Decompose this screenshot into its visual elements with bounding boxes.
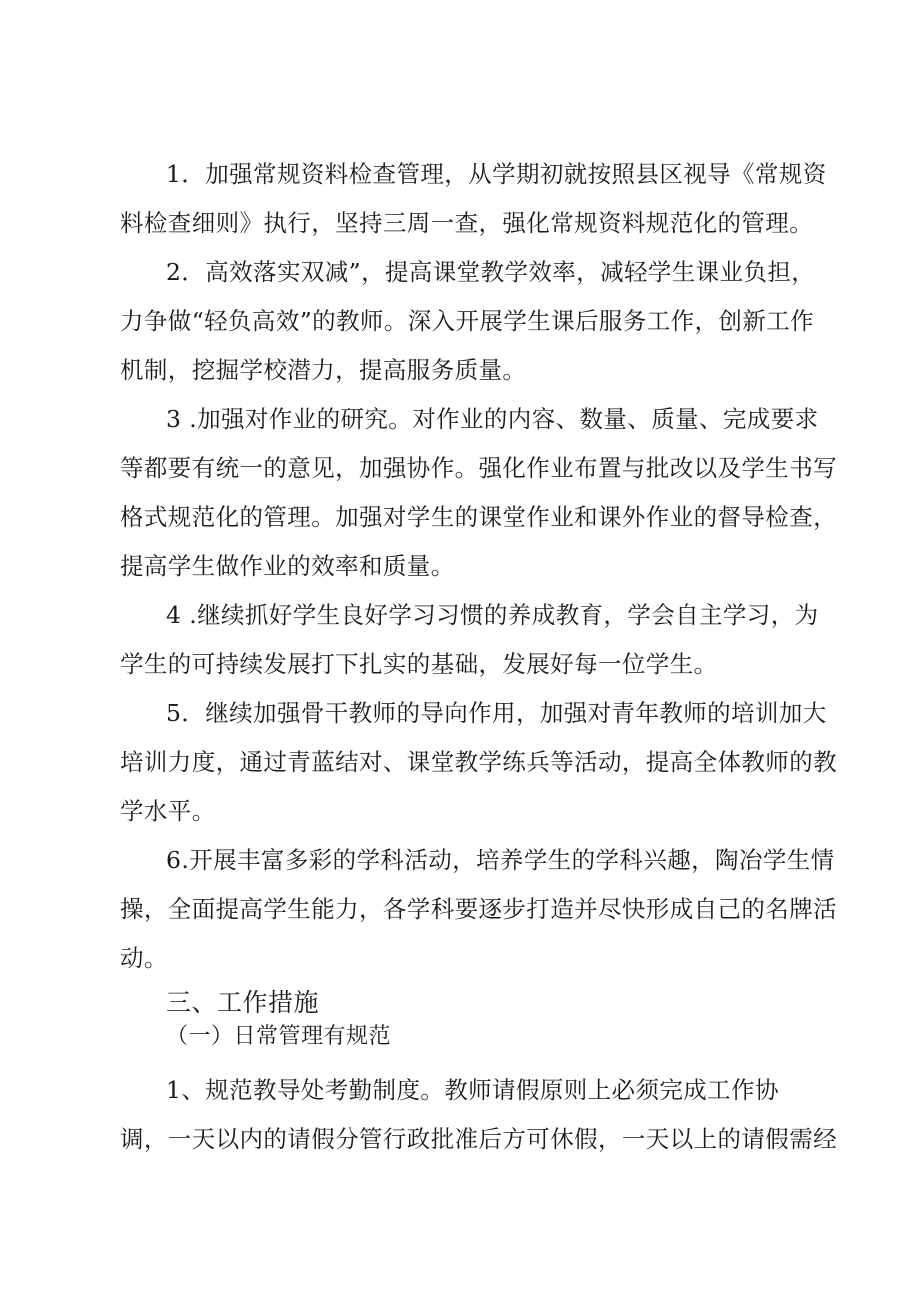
section-heading: 三、工作措施	[166, 988, 320, 1017]
item-5-line-3: 学水平。	[120, 797, 216, 825]
item-6-line-3: 动。	[120, 944, 168, 972]
item-4-line-2: 学生的可持续发展打下扎实的基础，发展好每一位学生。	[120, 650, 718, 678]
item-3-line-2: 等都要有统一的意见，加强协作。强化作业布置与批改以及学生书写	[120, 454, 837, 482]
final-item-line-1: 1、规范教导处考勤制度。教师请假原则上必须完成工作协	[166, 1076, 779, 1104]
item-1-line-1: 1．加强常规资料检查管理，从学期初就按照县区视导《常规资	[166, 160, 827, 188]
item-3-line-4: 提高学生做作业的效率和质量。	[120, 552, 455, 580]
item-4-line-1: 4 .继续抓好学生良好学习习惯的养成教育，学会自主学习，为	[166, 601, 819, 629]
item-2-line-3: 机制，挖掘学校潜力，提高服务质量。	[120, 356, 527, 384]
item-2-line-1: 2．高效落实双减”，提高课堂教学效率，减轻学生课业负担，	[166, 258, 816, 286]
item-3-line-1: 3 .加强对作业的研究。对作业的内容、数量、质量、完成要求	[166, 405, 819, 433]
item-5-line-1: 5．继续加强骨干教师的导向作用，加强对青年教师的培训加大	[166, 699, 827, 727]
item-6-line-2: 操，全面提高学生能力，各学科要逐步打造并尽快形成自己的名牌活	[120, 895, 837, 923]
item-3-line-3: 格式规范化的管理。加强对学生的课堂作业和课外作业的督导检查，	[120, 503, 837, 531]
final-item-line-2: 调，一天以内的请假分管行政批准后方可休假，一天以上的请假需经	[120, 1125, 837, 1153]
item-6-line-1: 6.开展丰富多彩的学科活动，培养学生的学科兴趣，陶冶学生情	[166, 846, 835, 874]
item-1-line-2: 料检查细则》执行，坚持三周一查，强化常规资料规范化的管理。	[120, 209, 814, 237]
item-5-line-2: 培训力度，通过青蓝结对、课堂教学练兵等活动，提高全体教师的教	[120, 748, 837, 776]
item-2-line-2: 力争做“轻负高效”的教师。深入开展学生课后服务工作，创新工作	[120, 307, 815, 335]
subsection-heading: （一）日常管理有规范	[166, 1024, 392, 1049]
